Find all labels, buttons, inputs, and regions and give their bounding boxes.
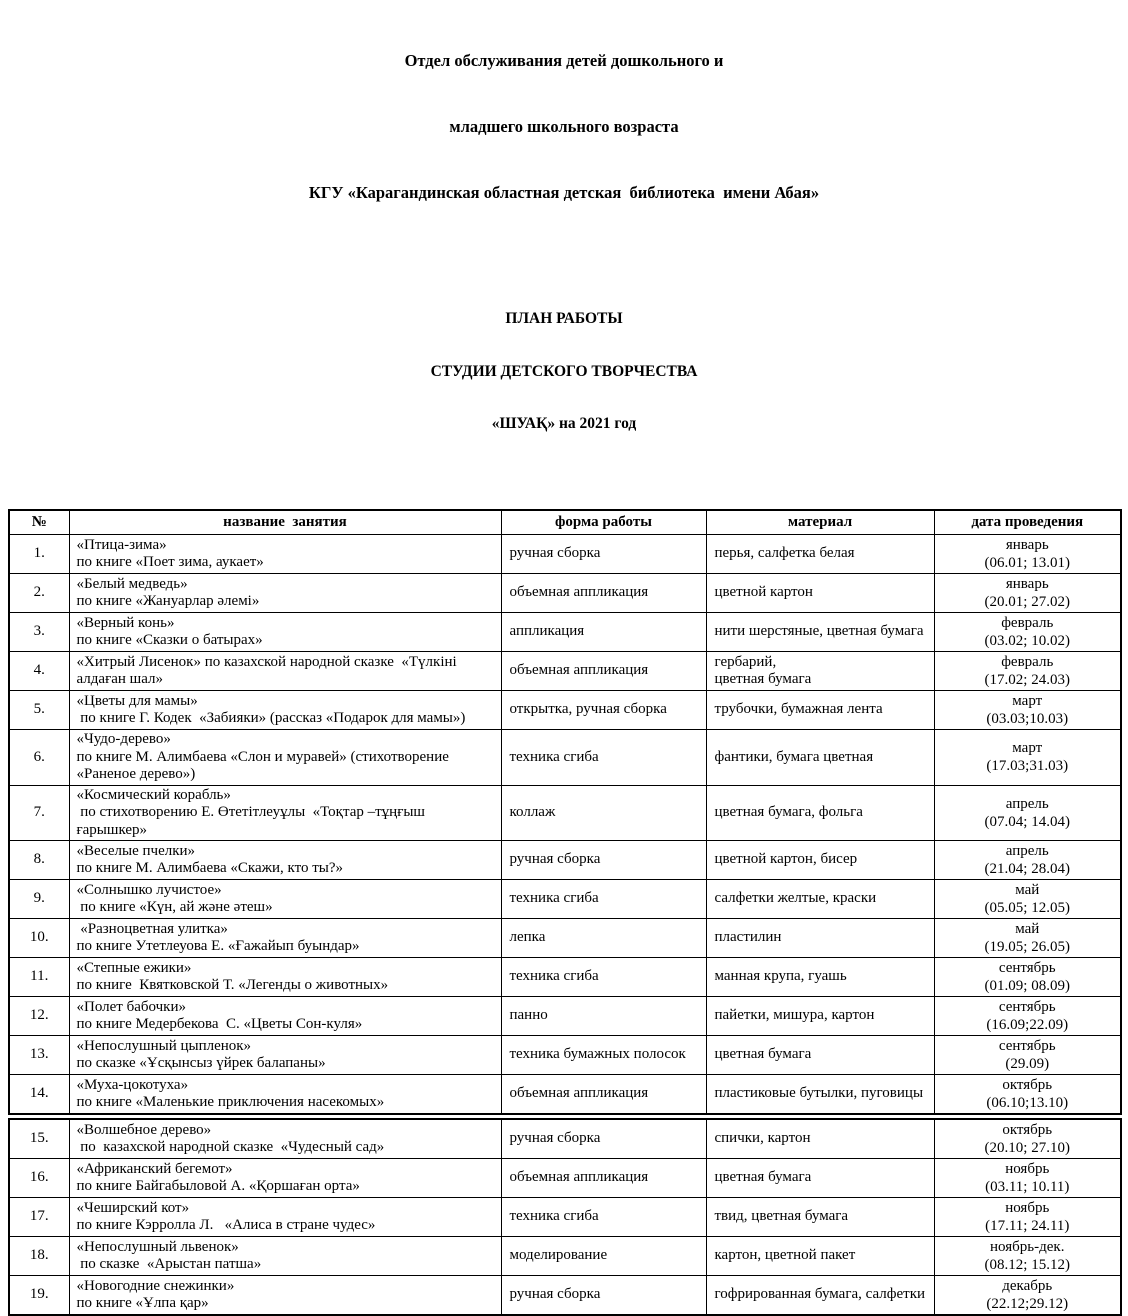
cell-text: сентябрь — [940, 998, 1116, 1016]
cell-text: 4. — [15, 662, 64, 680]
cell-text: (06.01; 13.01) — [940, 554, 1116, 572]
date-cell — [934, 958, 1121, 997]
work-form-cell — [501, 613, 706, 652]
table-row — [9, 691, 1121, 730]
cell-text: 15. — [15, 1130, 64, 1148]
work-form-cell — [501, 919, 706, 958]
table-header-row — [9, 510, 1121, 535]
material-cell — [706, 1159, 934, 1198]
cell-text: (07.04; 14.04) — [940, 813, 1116, 831]
org-line-1: Отдел обслуживания детей дошкольного и — [0, 50, 1128, 72]
lesson-name-cell — [69, 958, 501, 997]
cell-text: (17.03;31.03) — [940, 757, 1116, 775]
material-cell — [706, 730, 934, 786]
cell-text: техника сгиба — [510, 890, 701, 908]
material-cell — [706, 919, 934, 958]
cell-text: 9. — [15, 890, 64, 908]
cell-text: октябрь — [940, 1121, 1116, 1139]
lesson-name-cell — [69, 613, 501, 652]
cell-text: по сказке «Арыстан патша» — [77, 1256, 496, 1274]
date-cell — [934, 613, 1121, 652]
date-cell — [934, 535, 1121, 574]
date-cell — [934, 574, 1121, 613]
cell-text: пластиковые бутылки, пуговицы — [715, 1085, 929, 1103]
cell-text: «Непослушный цыпленок» — [77, 1038, 496, 1056]
cell-text: (29.09) — [940, 1055, 1116, 1073]
cell-text: ручная сборка — [510, 545, 701, 563]
cell-text: аппликация — [510, 623, 701, 641]
row-number-cell — [9, 1075, 69, 1115]
plan-title-line-2: СТУДИИ ДЕТСКОГО ТВОРЧЕСТВА — [0, 363, 1128, 381]
cell-text: цветная бумага, фольга — [715, 804, 929, 822]
cell-text: (01.09; 08.09) — [940, 977, 1116, 995]
row-number-cell — [9, 535, 69, 574]
row-number-cell — [9, 730, 69, 786]
cell-text: «Волшебное дерево» — [77, 1122, 496, 1140]
table-row — [9, 1276, 1121, 1316]
row-number-cell — [9, 1036, 69, 1075]
work-form-cell — [501, 1198, 706, 1237]
cell-text: гофрированная бумага, салфетки — [715, 1286, 929, 1304]
date-cell — [934, 880, 1121, 919]
cell-text: цветной картон — [715, 584, 929, 602]
cell-text: ручная сборка — [510, 1286, 701, 1304]
material-cell — [706, 1119, 934, 1159]
cell-text: по книге «Күн, ай және әтеш» — [77, 899, 496, 917]
cell-text: по стихотворению Е. Өтетітлеуұлы «Тоқтар –тұңғыш ғарышкер» — [77, 804, 496, 839]
col-header-material: материал — [706, 510, 934, 535]
cell-text: «Чудо-дерево» — [77, 731, 496, 749]
cell-text: гербарий, — [715, 654, 929, 672]
cell-text: 12. — [15, 1007, 64, 1025]
material-cell — [706, 1075, 934, 1115]
table-body-part-2 — [9, 1119, 1121, 1315]
cell-text: май — [940, 881, 1116, 899]
cell-text: панно — [510, 1007, 701, 1025]
cell-text: цветной картон, бисер — [715, 851, 929, 869]
table-row — [9, 652, 1121, 691]
lesson-name-cell — [69, 919, 501, 958]
cell-text: (08.12; 15.12) — [940, 1256, 1116, 1274]
cell-text: фантики, бумага цветная — [715, 749, 929, 767]
cell-text: пайетки, мишура, картон — [715, 1007, 929, 1025]
material-cell — [706, 1276, 934, 1316]
table-row — [9, 958, 1121, 997]
date-cell — [934, 997, 1121, 1036]
cell-text: апрель — [940, 842, 1116, 860]
work-form-cell — [501, 1036, 706, 1075]
plan-title-line-3: «ШУАҚ» на 2021 год — [0, 415, 1128, 433]
table-row — [9, 919, 1121, 958]
cell-text: техника сгиба — [510, 968, 701, 986]
work-form-cell — [501, 691, 706, 730]
lesson-name-cell — [69, 652, 501, 691]
row-number-cell — [9, 1159, 69, 1198]
table-row — [9, 1075, 1121, 1115]
cell-text: 14. — [15, 1085, 64, 1103]
table-row — [9, 785, 1121, 841]
material-cell — [706, 574, 934, 613]
org-line-3: КГУ «Карагандинская областная детская библиотека имени Абая» — [0, 182, 1128, 204]
lesson-name-cell — [69, 841, 501, 880]
row-number-cell — [9, 574, 69, 613]
cell-text: февраль — [940, 614, 1116, 632]
table-row — [9, 574, 1121, 613]
cell-text: по книге «Маленькие приключения насекомых» — [77, 1094, 496, 1112]
work-form-cell — [501, 880, 706, 919]
col-header-date: дата проведения — [934, 510, 1121, 535]
cell-text: март — [940, 739, 1116, 757]
cell-text: (20.10; 27.10) — [940, 1139, 1116, 1157]
cell-text: ручная сборка — [510, 1130, 701, 1148]
date-cell — [934, 730, 1121, 786]
cell-text: по книге Г. Кодек «Забияки» (рассказ «Подарок для мамы») — [77, 710, 496, 728]
cell-text: по книге Байгабыловой А. «Қоршаған орта» — [77, 1178, 496, 1196]
cell-text: по книге М. Алимбаева «Скажи, кто ты?» — [77, 860, 496, 878]
work-form-cell — [501, 1237, 706, 1276]
cell-text: сентябрь — [940, 1037, 1116, 1055]
cell-text: ноябрь — [940, 1160, 1116, 1178]
cell-text: 2. — [15, 584, 64, 602]
date-cell — [934, 652, 1121, 691]
cell-text: цветная бумага — [715, 1169, 929, 1187]
work-form-cell — [501, 535, 706, 574]
material-cell — [706, 535, 934, 574]
work-form-cell — [501, 652, 706, 691]
cell-text: (06.10;13.10) — [940, 1094, 1116, 1112]
row-number-cell — [9, 997, 69, 1036]
material-cell — [706, 785, 934, 841]
org-line-2: младшего школьного возраста — [0, 116, 1128, 138]
cell-text: 10. — [15, 929, 64, 947]
table-row — [9, 1159, 1121, 1198]
col-header-work-form: форма работы — [501, 510, 706, 535]
cell-text: картон, цветной пакет — [715, 1247, 929, 1265]
row-number-cell — [9, 652, 69, 691]
cell-text: «Полет бабочки» — [77, 999, 496, 1017]
col-header-number: № — [9, 510, 69, 535]
cell-text: «Африканский бегемот» — [77, 1161, 496, 1179]
cell-text: (03.11; 10.11) — [940, 1178, 1116, 1196]
lesson-name-cell — [69, 535, 501, 574]
date-cell — [934, 1237, 1121, 1276]
date-cell — [934, 785, 1121, 841]
work-form-cell — [501, 958, 706, 997]
cell-text: объемная аппликация — [510, 1085, 701, 1103]
cell-text: по сказке «Ұсқынсыз үйрек балапаны» — [77, 1055, 496, 1073]
cell-text: октябрь — [940, 1076, 1116, 1094]
date-cell — [934, 1119, 1121, 1159]
lesson-name-cell — [69, 880, 501, 919]
cell-text: «Хитрый Лисенок» по казахской народной сказке «Түлкіні алдаған шал» — [77, 654, 496, 689]
cell-text: манная крупа, гуашь — [715, 968, 929, 986]
date-cell — [934, 1276, 1121, 1316]
cell-text: твид, цветная бумага — [715, 1208, 929, 1226]
lesson-name-cell — [69, 691, 501, 730]
lesson-name-cell — [69, 1159, 501, 1198]
table-row — [9, 880, 1121, 919]
date-cell — [934, 1159, 1121, 1198]
cell-text: «Новогодние снежинки» — [77, 1278, 496, 1296]
row-number-cell — [9, 919, 69, 958]
cell-text: объемная аппликация — [510, 584, 701, 602]
cell-text: «Птица-зима» — [77, 537, 496, 555]
cell-text: сентябрь — [940, 959, 1116, 977]
cell-text: техника бумажных полосок — [510, 1046, 701, 1064]
cell-text: техника сгиба — [510, 1208, 701, 1226]
table-body-part-1 — [9, 535, 1121, 1115]
cell-text: декабрь — [940, 1277, 1116, 1295]
cell-text: «Космический корабль» — [77, 787, 496, 805]
cell-text: 6. — [15, 749, 64, 767]
table-row — [9, 1119, 1121, 1159]
cell-text: (03.02; 10.02) — [940, 632, 1116, 650]
cell-text: по книге Медербекова С. «Цветы Сон-куля» — [77, 1016, 496, 1034]
plan-table-container — [8, 509, 1120, 1316]
cell-text: апрель — [940, 795, 1116, 813]
cell-text: май — [940, 920, 1116, 938]
material-cell — [706, 841, 934, 880]
work-form-cell — [501, 1159, 706, 1198]
plan-title — [0, 275, 1128, 468]
material-cell — [706, 958, 934, 997]
cell-text: январь — [940, 575, 1116, 593]
cell-text: нити шерстяные, цветная бумага — [715, 623, 929, 641]
cell-text: (05.05; 12.05) — [940, 899, 1116, 917]
cell-text: трубочки, бумажная лента — [715, 701, 929, 719]
cell-text: 13. — [15, 1046, 64, 1064]
cell-text: коллаж — [510, 804, 701, 822]
cell-text: 8. — [15, 851, 64, 869]
cell-text: (16.09;22.09) — [940, 1016, 1116, 1034]
material-cell — [706, 691, 934, 730]
work-form-cell — [501, 1119, 706, 1159]
row-number-cell — [9, 1237, 69, 1276]
table-row — [9, 997, 1121, 1036]
material-cell — [706, 613, 934, 652]
cell-text: 5. — [15, 701, 64, 719]
cell-text: (19.05; 26.05) — [940, 938, 1116, 956]
lesson-name-cell — [69, 1075, 501, 1115]
lesson-name-cell — [69, 574, 501, 613]
row-number-cell — [9, 880, 69, 919]
table-row — [9, 1036, 1121, 1075]
cell-text: «Чеширский кот» — [77, 1200, 496, 1218]
cell-text: моделирование — [510, 1247, 701, 1265]
work-form-cell — [501, 730, 706, 786]
date-cell — [934, 1075, 1121, 1115]
cell-text: (03.03;10.03) — [940, 710, 1116, 728]
row-number-cell — [9, 1198, 69, 1237]
cell-text: по книге «Сказки о батырах» — [77, 632, 496, 650]
cell-text: объемная аппликация — [510, 1169, 701, 1187]
cell-text: по казахской народной сказке «Чудесный сад» — [77, 1139, 496, 1157]
lesson-name-cell — [69, 1119, 501, 1159]
cell-text: перья, салфетка белая — [715, 545, 929, 563]
row-number-cell — [9, 691, 69, 730]
cell-text: цветная бумага — [715, 671, 929, 689]
cell-text: техника сгиба — [510, 749, 701, 767]
plan-table-part-2 — [8, 1118, 1122, 1316]
cell-text: «Белый медведь» — [77, 576, 496, 594]
cell-text: «Веселые пчелки» — [77, 843, 496, 861]
cell-text: по книге Кэрролла Л. «Алиса в стране чудес» — [77, 1217, 496, 1235]
cell-text: (22.12;29.12) — [940, 1295, 1116, 1313]
cell-text: 11. — [15, 968, 64, 986]
table-row — [9, 841, 1121, 880]
work-form-cell — [501, 785, 706, 841]
lesson-name-cell — [69, 1276, 501, 1316]
lesson-name-cell — [69, 1198, 501, 1237]
work-form-cell — [501, 841, 706, 880]
cell-text: по книге М. Алимбаева «Слон и муравей» (стихотворение «Раненое дерево») — [77, 749, 496, 784]
cell-text: 18. — [15, 1247, 64, 1265]
cell-text: пластилин — [715, 929, 929, 947]
cell-text: «Разноцветная улитка» — [77, 921, 496, 939]
cell-text: лепка — [510, 929, 701, 947]
work-form-cell — [501, 997, 706, 1036]
plan-table-part-1 — [8, 509, 1122, 1116]
cell-text: открытка, ручная сборка — [510, 701, 701, 719]
material-cell — [706, 880, 934, 919]
cell-text: (17.02; 24.03) — [940, 671, 1116, 689]
cell-text: 17. — [15, 1208, 64, 1226]
cell-text: февраль — [940, 653, 1116, 671]
work-form-cell — [501, 1276, 706, 1316]
cell-text: 19. — [15, 1286, 64, 1304]
table-row — [9, 730, 1121, 786]
cell-text: «Верный конь» — [77, 615, 496, 633]
cell-text: ноябрь-дек. — [940, 1238, 1116, 1256]
plan-title-line-1: ПЛАН РАБОТЫ — [0, 310, 1128, 328]
row-number-cell — [9, 841, 69, 880]
cell-text: «Степные ежики» — [77, 960, 496, 978]
date-cell — [934, 841, 1121, 880]
lesson-name-cell — [69, 785, 501, 841]
document-header — [0, 0, 1128, 248]
cell-text: ноябрь — [940, 1199, 1116, 1217]
cell-text: январь — [940, 536, 1116, 554]
lesson-name-cell — [69, 997, 501, 1036]
cell-text: март — [940, 692, 1116, 710]
material-cell — [706, 1237, 934, 1276]
cell-text: «Цветы для мамы» — [77, 693, 496, 711]
cell-text: по книге «Ұлпа қар» — [77, 1295, 496, 1313]
material-cell — [706, 652, 934, 691]
material-cell — [706, 1036, 934, 1075]
cell-text: 7. — [15, 804, 64, 822]
cell-text: (17.11; 24.11) — [940, 1217, 1116, 1235]
cell-text: объемная аппликация — [510, 662, 701, 680]
date-cell — [934, 1198, 1121, 1237]
material-cell — [706, 997, 934, 1036]
cell-text: 16. — [15, 1169, 64, 1187]
table-row — [9, 1237, 1121, 1276]
row-number-cell — [9, 958, 69, 997]
cell-text: «Непослушный львенок» — [77, 1239, 496, 1257]
material-cell — [706, 1198, 934, 1237]
lesson-name-cell — [69, 1237, 501, 1276]
date-cell — [934, 691, 1121, 730]
cell-text: по книге «Поет зима, аукает» — [77, 554, 496, 572]
cell-text: 3. — [15, 623, 64, 641]
cell-text: 1. — [15, 545, 64, 563]
cell-text: (20.01; 27.02) — [940, 593, 1116, 611]
table-row — [9, 1198, 1121, 1237]
col-header-lesson-name: название занятия — [69, 510, 501, 535]
cell-text: (21.04; 28.04) — [940, 860, 1116, 878]
row-number-cell — [9, 1119, 69, 1159]
row-number-cell — [9, 1276, 69, 1316]
lesson-name-cell — [69, 730, 501, 786]
cell-text: по книге Утетлеуова Е. «Ғажайып буындар» — [77, 938, 496, 956]
cell-text: по книге Квятковской Т. «Легенды о животных» — [77, 977, 496, 995]
cell-text: «Муха-цокотуха» — [77, 1077, 496, 1095]
work-form-cell — [501, 574, 706, 613]
cell-text: салфетки желтые, краски — [715, 890, 929, 908]
date-cell — [934, 919, 1121, 958]
work-form-cell — [501, 1075, 706, 1115]
cell-text: спички, картон — [715, 1130, 929, 1148]
cell-text: цветная бумага — [715, 1046, 929, 1064]
lesson-name-cell — [69, 1036, 501, 1075]
row-number-cell — [9, 613, 69, 652]
row-number-cell — [9, 785, 69, 841]
cell-text: «Солнышко лучистое» — [77, 882, 496, 900]
cell-text: по книге «Жануарлар әлемі» — [77, 593, 496, 611]
cell-text: ручная сборка — [510, 851, 701, 869]
date-cell — [934, 1036, 1121, 1075]
table-row — [9, 613, 1121, 652]
table-row — [9, 535, 1121, 574]
